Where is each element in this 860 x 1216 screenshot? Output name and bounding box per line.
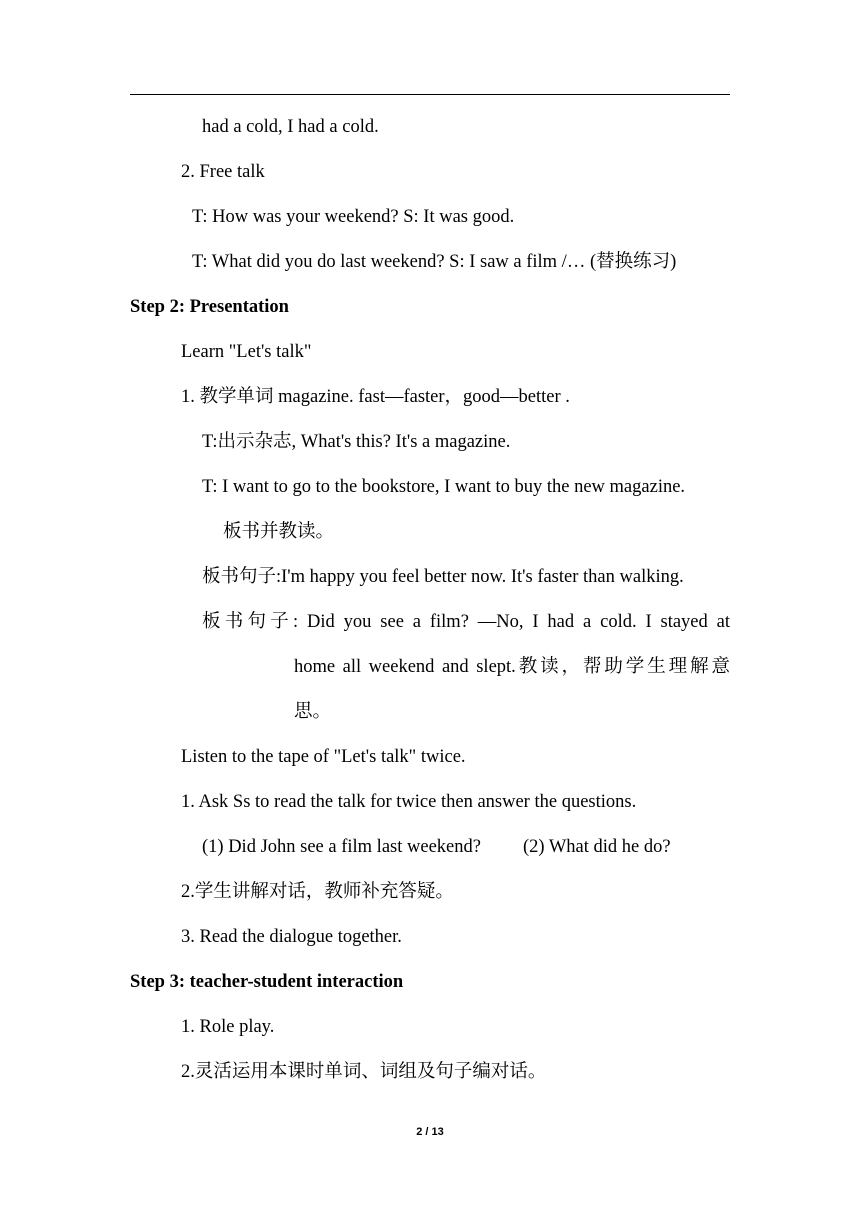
step-2-heading: Step 2: Presentation [130,297,289,317]
text-line: T: I want to go to the bookstore, I want to buy the new magazine. [202,477,686,497]
text-line: 1. Role play. [181,1017,275,1037]
text-line: 2.灵活运用本课时单词、词组及句子编对话。 [181,1062,547,1082]
text-line: 1. Ask Ss to read the talk for twice then answer the questions. [181,792,637,812]
header-rule [130,94,730,95]
free-talk-heading: 2. Free talk [181,162,265,182]
text-line: 3. Read the dialogue together. [181,927,402,947]
text-line: T: What did you do last weekend? S: I saw a film /… (替换练习) [192,252,677,272]
text-line: 1. 教学单词 magazine. fast—faster，good—better . [181,387,570,407]
text-line: 2.学生讲解对话，教师补充答疑。 [181,882,454,902]
step-3-heading: Step 3: teacher-student interaction [130,972,404,992]
text-line: Learn "Let's talk" [181,342,312,362]
text-line: Listen to the tape of "Let's talk" twice. [181,747,466,767]
text-line: 板书句子:I'm happy you feel better now. It's faster than walking. [202,567,684,587]
text-line: T:出示杂志, What's this? It's a magazine. [202,432,511,452]
text-line: T: How was your weekend? S: It was good. [192,207,515,227]
text-line: 思。 [294,702,332,722]
text-line: home all weekend and slept.教读，帮助学生理解意 [294,657,730,677]
text-line: had a cold, I had a cold. [202,117,379,137]
text-line: 板书句子: Did you see a film? —No, I had a cold. I stayed at [202,612,730,632]
question-line [202,835,671,859]
question-1: (1) Did John see a film last weekend? [202,837,481,857]
page-number: 2 / 13 [416,1126,444,1138]
text-line: 板书并教读。 [223,522,335,542]
question-2: (2) What did he do? [522,837,671,857]
